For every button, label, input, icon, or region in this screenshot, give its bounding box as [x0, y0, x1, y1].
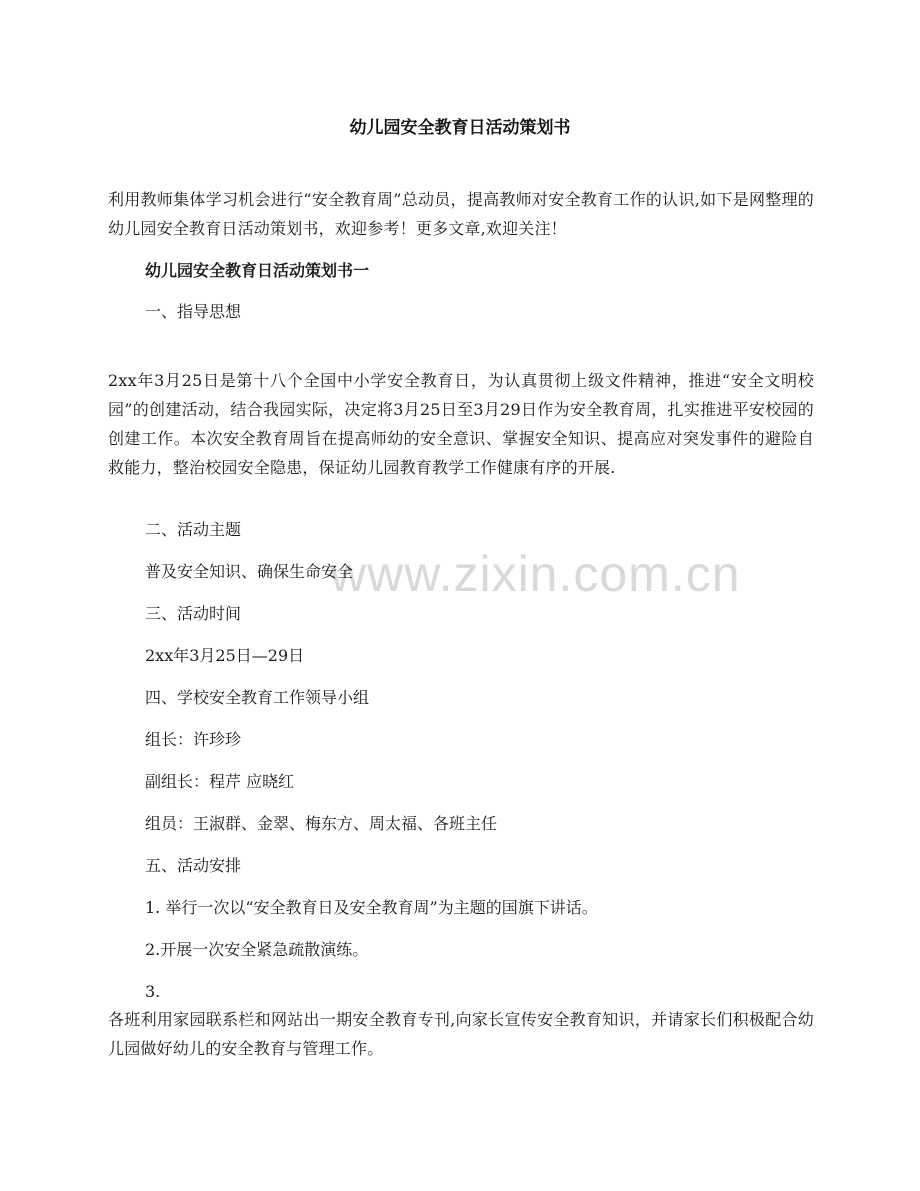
group-members-text: 组员：王淑群、金翠、梅东方、周太福、各班主任: [145, 814, 498, 833]
intro-paragraph: 利用教师集体学习机会进行“安全教育周”总动员，提高教师对安全教育工作的认识,如下是网整理的幼儿园安全教育日活动策划书，欢迎参考！更多文章,欢迎关注！: [108, 190, 814, 238]
vice-leader-text: 副组长：程芹 应晓红: [145, 772, 295, 791]
heading-leadership-group: 四、学校安全教育工作领导小组: [145, 688, 370, 707]
activity-theme-text: 普及安全知识、确保生命安全: [145, 562, 354, 581]
heading-activity-time: 三、活动时间: [145, 604, 242, 623]
heading-guiding-ideology: 一、指导思想: [145, 302, 242, 321]
heading-activity-arrangement: 五、活动安排: [145, 856, 242, 875]
arrangement-item-3-text: 各班利用家园联系栏和网站出一期安全教育专刊,向家长宣传安全教育知识，并请家长们积极配合幼儿园做好幼儿的安全教育与管理工作。: [108, 1010, 814, 1058]
document-title: 幼儿园安全教育日活动策划书: [349, 118, 571, 138]
section-title: 幼儿园安全教育日活动策划书一: [145, 261, 370, 280]
arrangement-item-2: 2.开展一次安全紧急疏散演练。: [145, 940, 369, 959]
watermark-text: www.zixin.com.cn: [330, 546, 741, 602]
activity-time-text: 2xx年3月25日—29日: [145, 646, 305, 665]
group-leader-text: 组长：许珍珍: [145, 730, 242, 749]
arrangement-item-1: 1. 举行一次以“安全教育日及安全教育周”为主题的国旗下讲话。: [145, 898, 598, 917]
heading-activity-theme: 二、活动主题: [145, 520, 242, 539]
arrangement-item-3-number: 3.: [145, 982, 161, 1001]
guiding-ideology-paragraph: 2xx年3月25日是第十八个全国中小学安全教育日，为认真贯彻上级文件精神，推进“安全文明校园”的创建活动，结合我园实际，决定将3月25日至3月29日作为安全教育周，扎实推进平安校园的创建工作。本次安全教育周旨在提高师幼的安全意识、掌握安全知识、提高应对突发事件的避险自救能力，整治校园安全隐患，保证幼儿园教育教学工作健康有序的开展.: [108, 371, 814, 477]
